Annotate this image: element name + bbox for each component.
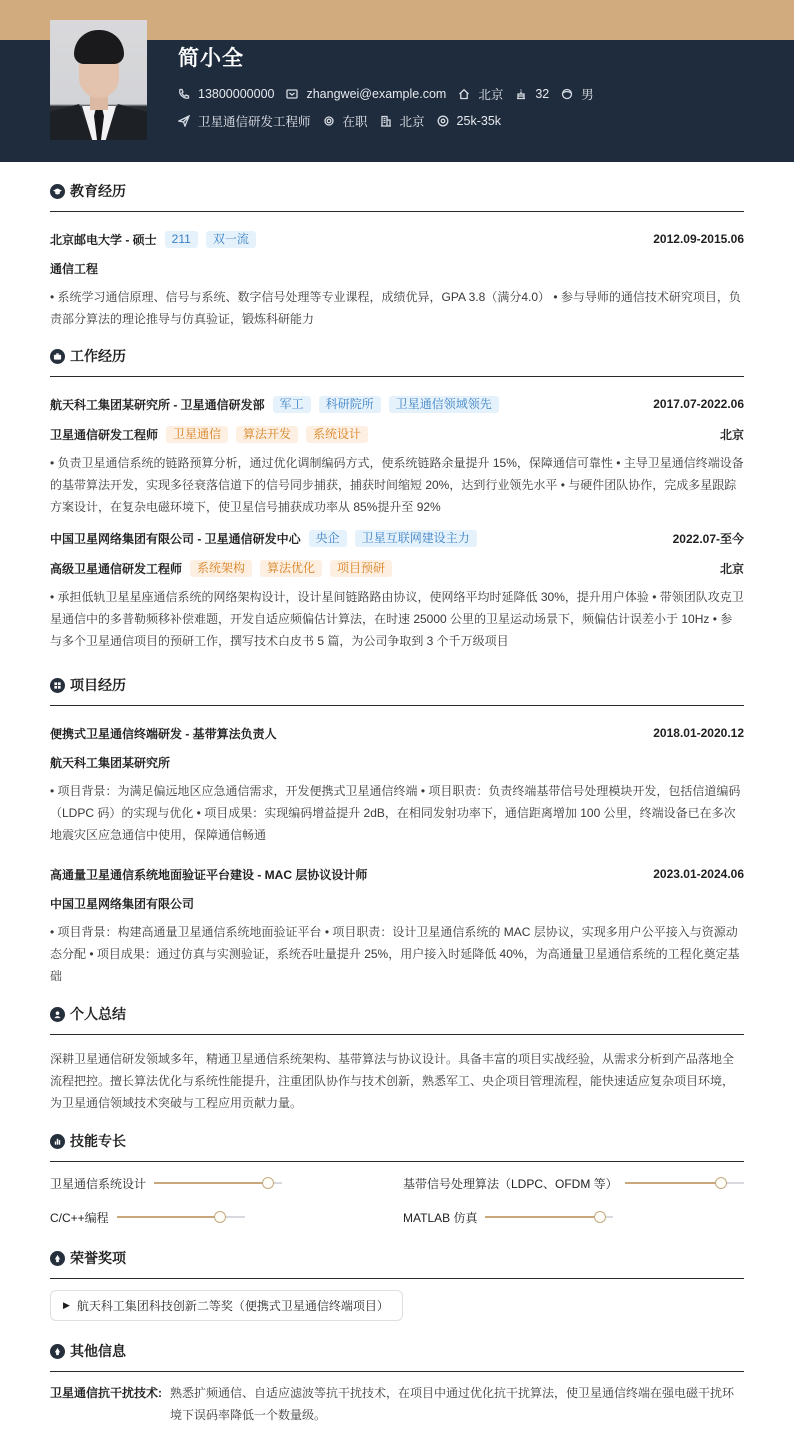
work-entry-header: [50, 394, 744, 414]
school-tag: 双一流: [206, 231, 256, 248]
position-tag: 项目预研: [330, 560, 392, 577]
target-job-text: 卫星通信研发工程师: [198, 115, 311, 129]
position-title: 高级卫星通信研发工程师: [50, 561, 183, 576]
projects-heading: [50, 673, 744, 697]
age-item: [515, 87, 549, 101]
position-tag: 算法优化: [260, 560, 322, 577]
summary-text: 深耕卫星通信研发领域多年，精通卫星通信系统架构、基带算法与协议设计。具备丰富的项目实战经验，从需求分析到产品落地全流程把控。擅长算法优化与系统性能提升，注重团队协作与技术创新，熟悉军工、央企项目管理流程，能快速适应复杂项目环境，为卫星通信领域技术突破与工程应用贡献力量。: [50, 1052, 735, 1110]
other-section: [50, 1339, 744, 1372]
company-tag: 卫星互联网建设主力: [355, 530, 477, 547]
status-item: [323, 112, 368, 130]
building-icon: [380, 115, 392, 127]
work-title: 工作经历: [70, 348, 126, 364]
bar-chart-icon: [50, 1134, 65, 1149]
project-entry-header: [50, 723, 744, 743]
email-text: zhangwei@example.com: [306, 87, 447, 101]
skill-level-slider: [117, 1216, 245, 1218]
work-entry-header: [50, 528, 744, 548]
major: 通信工程: [50, 262, 99, 276]
other-item-label: 卫星通信抗干扰技术:: [50, 1386, 162, 1400]
position-tag: 卫星通信: [166, 426, 228, 443]
work-period: 2022.07-至今: [672, 531, 744, 546]
salary-item: [437, 114, 501, 128]
graduation-cap-icon: [50, 184, 65, 199]
project-period: 2023.01-2024.06: [653, 867, 744, 881]
status-icon: [323, 115, 335, 127]
work-position-row: [50, 424, 744, 444]
project-entry-header: [50, 864, 744, 884]
company-tag: 卫星通信领域领先: [389, 396, 499, 413]
section-divider: [50, 1161, 744, 1162]
work-city: 北京: [719, 561, 744, 576]
awards-section: [50, 1246, 744, 1279]
work-description: • 承担低轨卫星星座通信系统的网络架构设计，设计星间链路路由协议，使网络平均时延降低 30%，提升用户体验 • 带领团队攻克卫星通信中的多普勒频移补偿难题，开发自适应频偏估计算法，在时速 25000 公里的卫星运动场景下，频偏估计误差小于 10Hz • 参与多个卫星通信项目的预研工作，撰写技术白皮书 5 篇，为公司争取到 3 个千万级项目: [50, 590, 744, 648]
company-name: 中国卫星网络集团有限公司 - 卫星通信研发中心: [50, 531, 301, 546]
send-icon: [178, 115, 190, 127]
other-item: [50, 1382, 744, 1426]
company-tag: 科研院所: [319, 396, 381, 413]
gender-text: 男: [581, 88, 594, 102]
skill-level-slider: [485, 1216, 613, 1218]
user-icon: [50, 1007, 65, 1022]
award-icon: [50, 1251, 65, 1266]
salary-text: 25k-35k: [456, 114, 502, 128]
age-text: 32: [535, 87, 550, 101]
other-item-value: 熟悉扩频通信、自适应滤波等抗干扰技术，在项目中通过优化抗干扰算法，使卫星通信终端在强电磁干扰环境下误码率降低一个数量级。: [170, 1386, 735, 1422]
work-description: • 负责卫星通信系统的链路预算分析，通过优化调制编码方式，使系统链路余量提升 15%，保障通信可靠性 • 主导卫星通信终端设备的基带算法开发，实现多径衰落信道下的信号同步捕获，捕获时间缩短 20%，达到行业领先水平 • 与硬件团队协作，完成多星跟踪方案设计，在复杂电磁环境下，使卫星信号捕获成功率从 85%提升至 92%: [50, 456, 744, 514]
info-icon: [50, 1344, 65, 1359]
school-tag: 211: [165, 231, 198, 248]
position-title: 卫星通信研发工程师: [50, 427, 159, 442]
awards-heading: [50, 1246, 744, 1270]
company-tag: 军工: [273, 396, 311, 413]
award-item-toggle[interactable]: [50, 1290, 403, 1321]
company-name: 航天科工集团某研究所 - 卫星通信研发部: [50, 397, 265, 412]
summary-title: 个人总结: [70, 1006, 126, 1022]
email-item: [286, 87, 446, 101]
projects-section: [50, 673, 744, 987]
gender-icon: [561, 88, 573, 100]
skill-name: MATLAB 仿真: [403, 1210, 478, 1225]
education-entry-header: [50, 229, 744, 249]
target-job-item: [178, 112, 311, 130]
status-text: 在职: [342, 115, 368, 129]
candidate-name: 简小全: [178, 47, 244, 70]
phone-item: [178, 87, 274, 101]
other-heading: [50, 1339, 744, 1363]
school-degree: 北京邮电大学 - 硕士: [50, 232, 157, 247]
mail-icon: [286, 88, 298, 100]
section-divider: [50, 1371, 744, 1372]
project-title: 高通量卫星通信系统地面验证平台建设 - MAC 层协议设计师: [50, 867, 368, 882]
work-position-row: [50, 558, 744, 578]
company-tag: 央企: [309, 530, 347, 547]
skill-item: [403, 1174, 744, 1192]
home-icon: [458, 88, 470, 100]
education-title: 教育经历: [70, 183, 126, 199]
skill-level-slider: [154, 1182, 282, 1184]
project-org: 航天科工集团某研究所: [50, 756, 171, 770]
grid-icon: [50, 678, 65, 693]
project-title: 便携式卫星通信终端研发 - 基带算法负责人: [50, 726, 277, 741]
work-section: [50, 344, 744, 652]
target-city-text: 北京: [399, 115, 425, 129]
education-section: [50, 179, 744, 330]
disclosure-triangle-icon: ▶: [63, 1300, 70, 1310]
phone-text: 13800000000: [198, 87, 275, 101]
skill-level-knob: [715, 1177, 727, 1189]
projects-title: 项目经历: [70, 677, 126, 693]
skills-title: 技能专长: [70, 1133, 126, 1149]
hometown-text: 北京: [478, 88, 504, 102]
briefcase-icon: [50, 349, 65, 364]
skill-level-knob: [214, 1211, 226, 1223]
skill-item: [50, 1208, 245, 1226]
other-title: 其他信息: [70, 1343, 126, 1359]
skills-section: [50, 1129, 744, 1162]
position-tag: 系统设计: [306, 426, 368, 443]
project-org: 中国卫星网络集团有限公司: [50, 897, 195, 911]
skills-heading: [50, 1129, 744, 1153]
work-heading: [50, 344, 744, 368]
project-description: • 项目背景：构建高通量卫星通信系统地面验证平台 • 项目职责：设计卫星通信系统的 MAC 层协议，实现多用户公平接入与资源动态分配 • 项目成果：通过仿真与实测验证，系统吞吐量提升 25%，用户接入时延降低 40%，为高通量卫星通信系统的工程化奠定基础: [50, 925, 740, 983]
education-heading: [50, 179, 744, 203]
skill-item: [403, 1208, 613, 1226]
skill-level-slider: [625, 1182, 744, 1184]
phone-icon: [178, 88, 190, 100]
skill-item: [50, 1174, 282, 1192]
summary-section: [50, 1002, 744, 1114]
job-intent-row: [178, 112, 513, 130]
gender-item: [561, 85, 594, 103]
cake-icon: [515, 88, 527, 100]
position-tag: 系统架构: [190, 560, 252, 577]
skill-name: 卫星通信系统设计: [50, 1176, 147, 1191]
section-divider: [50, 1278, 744, 1279]
project-period: 2018.01-2020.12: [653, 726, 744, 740]
work-period: 2017.07-2022.06: [653, 397, 744, 411]
award-label: 航天科工集团科技创新二等奖（便携式卫星通信终端项目）: [76, 1299, 389, 1313]
contact-row: [178, 85, 606, 103]
project-description: • 项目背景：为满足偏远地区应急通信需求，开发便携式卫星通信终端 • 项目职责：负责终端基带信号处理模块开发，包括信道编码（LDPC 码）的实现与优化 • 项目成果：实现编码增益提升 2dB，在相同发射功率下，通信距离增加 100 公里，终端设备已在多次地震灾区应急通信中使用，保障通信畅通: [50, 784, 741, 842]
skill-name: C/C++编程: [50, 1210, 109, 1225]
work-city: 北京: [719, 427, 744, 442]
skill-level-knob: [262, 1177, 274, 1189]
awards-title: 荣誉奖项: [70, 1250, 126, 1266]
position-tag: 算法开发: [236, 426, 298, 443]
education-description: • 系统学习通信原理、信号与系统、数字信号处理等专业课程，成绩优异，GPA 3.8（满分4.0） • 参与导师的通信技术研究项目，负责部分算法的理论推导与仿真验证，锻炼科研能力: [50, 290, 741, 326]
target-city-item: [380, 112, 425, 130]
skill-level-knob: [594, 1211, 606, 1223]
hometown-item: [458, 85, 503, 103]
salary-icon: [437, 115, 449, 127]
photo-hair: [74, 30, 124, 64]
education-period: 2012.09-2015.06: [653, 232, 744, 246]
profile-photo: [50, 20, 147, 140]
skill-name: 基带信号处理算法（LDPC、OFDM 等）: [403, 1176, 618, 1191]
summary-heading: [50, 1002, 744, 1026]
